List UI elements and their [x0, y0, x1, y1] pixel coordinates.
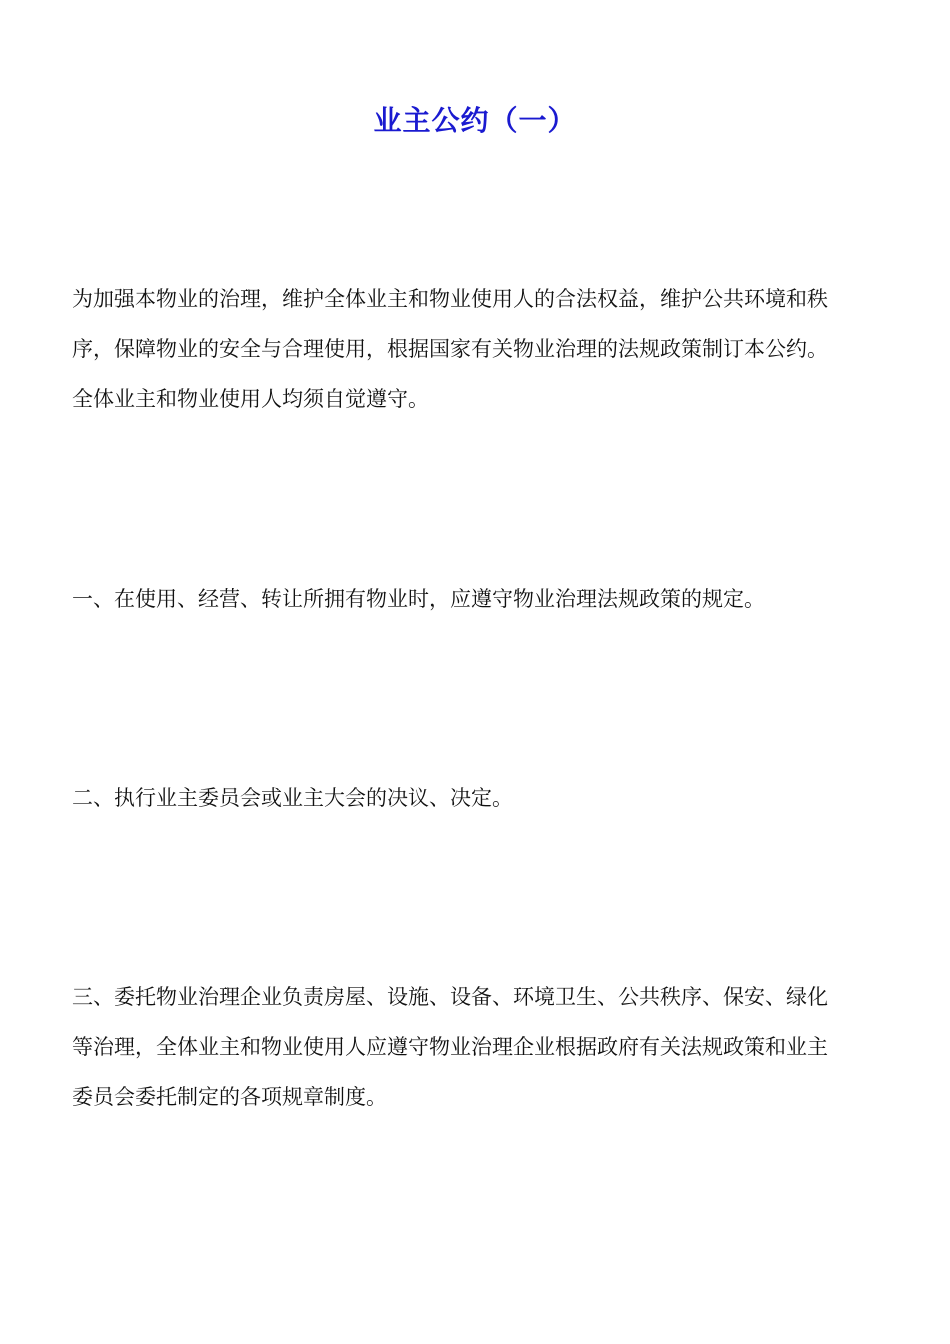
- paragraph-line: 为加强本物业的治理，维护全体业主和物业使用人的合法权益，维护公共环境和秩: [72, 287, 828, 311]
- paragraph-line: 一、在使用、经营、转让所拥有物业时，应遵守物业治理法规政策的规定。: [72, 587, 765, 611]
- clause-2-paragraph: [72, 773, 880, 823]
- intro-paragraph: [72, 274, 880, 424]
- paragraph-line: 二、执行业主委员会或业主大会的决议、决定。: [72, 786, 513, 810]
- paragraph-line: 三、委托物业治理企业负责房屋、设施、设备、环境卫生、公共秩序、保安、绿化: [72, 985, 828, 1009]
- clause-1-paragraph: [72, 574, 880, 624]
- clause-3-paragraph: [72, 972, 880, 1122]
- paragraph-line: 序，保障物业的安全与合理使用，根据国家有关物业治理的法规政策制订本公约。: [72, 337, 828, 361]
- paragraph-line: 委员会委托制定的各项规章制度。: [72, 1085, 387, 1109]
- paragraph-line: 等治理，全体业主和物业使用人应遵守物业治理企业根据政府有关法规政策和业主: [72, 1035, 828, 1059]
- document-title: 业主公约（一）: [373, 103, 577, 137]
- paragraph-line: 全体业主和物业使用人均须自觉遵守。: [72, 387, 429, 411]
